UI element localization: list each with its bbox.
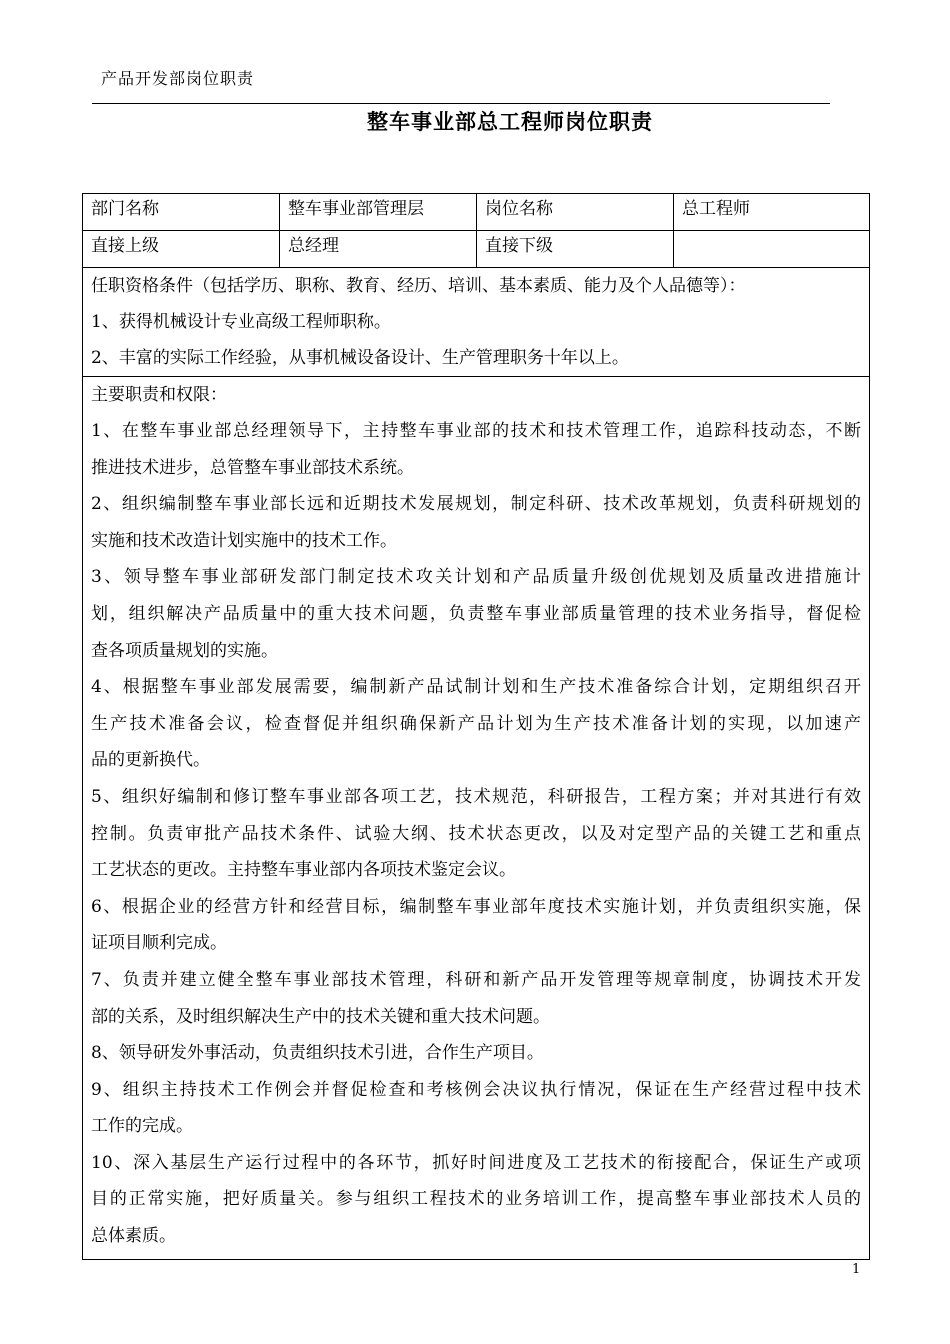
duty-item [91, 559, 861, 669]
duty-item-line: 工作的完成。 [91, 1116, 193, 1137]
duties-heading: 主要职责和权限： [91, 385, 227, 405]
duty-item-line: 总体素质。 [91, 1226, 176, 1247]
duty-item-line: 品的更新换代。 [91, 750, 210, 771]
duty-item-line: 目的正常实施，把好质量关。参与组织工程技术的业务培训工作，提高整车事业部技术人员的 [91, 1189, 861, 1210]
duty-item-line: 1、在整车事业部总经理领导下，主持整车事业部的技术和技术管理工作，追踪科技动态，不断 [91, 421, 861, 441]
qualifications-heading: 任职资格条件（包括学历、职称、教育、经历、培训、基本素质、能力及个人品德等）： [91, 276, 746, 296]
duty-item-line: 实施和技术改造计划实施中的技术工作。 [91, 530, 397, 551]
qualifications-cell [83, 268, 870, 377]
duty-item-line: 2、组织编制整车事业部长远和近期技术发展规划，制定科研、技术改革规划，负责科研规划的 [91, 494, 861, 515]
duties-row [83, 377, 870, 1260]
duty-item-line: 划，组织解决产品质量中的重大技术问题，负责整车事业部质量管理的技术业务指导，督促检 [91, 603, 861, 624]
position-name-label: 岗位名称 [477, 194, 674, 231]
running-header: 产品开发部岗位职责 [101, 69, 255, 88]
direct-superior-label: 直接上级 [83, 231, 280, 268]
duties-list [91, 413, 861, 1255]
duty-item-line: 部的关系，及时组织解决生产中的技术关键和重大技术问题。 [91, 1006, 550, 1027]
duty-item-line: 4、根据整车事业部发展需要，编制新产品试制计划和生产技术准备综合计划，定期组织召开 [91, 677, 861, 698]
duties-cell [83, 377, 870, 1260]
duty-item-line: 9、组织主持技术工作例会并督促检查和考核例会决议执行情况，保证在生产经营过程中技术 [91, 1079, 861, 1100]
duty-item-line: 证项目顺利完成。 [91, 933, 227, 954]
duty-item [91, 1072, 861, 1145]
direct-subordinate-value [674, 231, 870, 268]
department-name-label: 部门名称 [83, 194, 280, 231]
qualification-item: 2、丰富的实际工作经验，从事机械设备设计、生产管理职务十年以上。 [91, 348, 629, 368]
direct-subordinate-label: 直接下级 [477, 231, 674, 268]
duty-item [91, 669, 861, 779]
duty-item [91, 413, 861, 486]
department-name-value: 整车事业部管理层 [280, 194, 477, 231]
page-number: 1 [852, 1262, 861, 1277]
duty-item-line: 6、根据企业的经营方针和经营目标，编制整车事业部年度技术实施计划，并负责组织实施，保 [91, 896, 861, 917]
duty-item-line: 10、深入基层生产运行过程中的各环节，抓好时间进度及工艺技术的衔接配合，保证生产或项 [91, 1152, 861, 1173]
qualification-item: 1、获得机械设计专业高级工程师职称。 [91, 312, 391, 332]
duty-item [91, 962, 861, 1035]
duty-item-line: 生产技术准备会议，检查督促并组织确保新产品计划为生产技术准备计划的实现，以加速产 [91, 713, 861, 734]
job-responsibility-table [82, 193, 870, 1260]
direct-superior-value: 总经理 [280, 231, 477, 268]
duty-item-line: 推进技术进步，总管整车事业部技术系统。 [91, 457, 414, 478]
duty-item-line: 8、领导研发外事活动，负责组织技术引进，合作生产项目。 [91, 1043, 544, 1064]
duty-item [91, 779, 861, 889]
info-row-department [83, 194, 870, 231]
duty-item [91, 1035, 861, 1072]
duty-item-line: 查各项质量规划的实施。 [91, 640, 278, 661]
position-name-value: 总工程师 [674, 194, 870, 231]
info-row-reporting [83, 231, 870, 268]
duty-item-line: 7、负责并建立健全整车事业部技术管理，科研和新产品开发管理等规章制度，协调技术开发 [91, 969, 861, 990]
header-divider [92, 103, 830, 104]
qualifications-row [83, 268, 870, 377]
duty-item [91, 1145, 861, 1255]
document-title: 整车事业部总工程师岗位职责 [367, 109, 653, 134]
duty-item-line: 3、领导整车事业部研发部门制定技术攻关计划和产品质量升级创优规划及质量改进措施计 [91, 567, 861, 588]
duty-item-line: 5、组织好编制和修订整车事业部各项工艺，技术规范，科研报告，工程方案；并对其进行有效 [91, 786, 861, 807]
duty-item-line: 控制。负责审批产品技术条件、试验大纲、技术状态更改，以及对定型产品的关键工艺和重点 [91, 823, 861, 844]
duty-item [91, 889, 861, 962]
duty-item [91, 486, 861, 559]
duty-item-line: 工艺状态的更改。主持整车事业部内各项技术鉴定会议。 [91, 860, 516, 881]
